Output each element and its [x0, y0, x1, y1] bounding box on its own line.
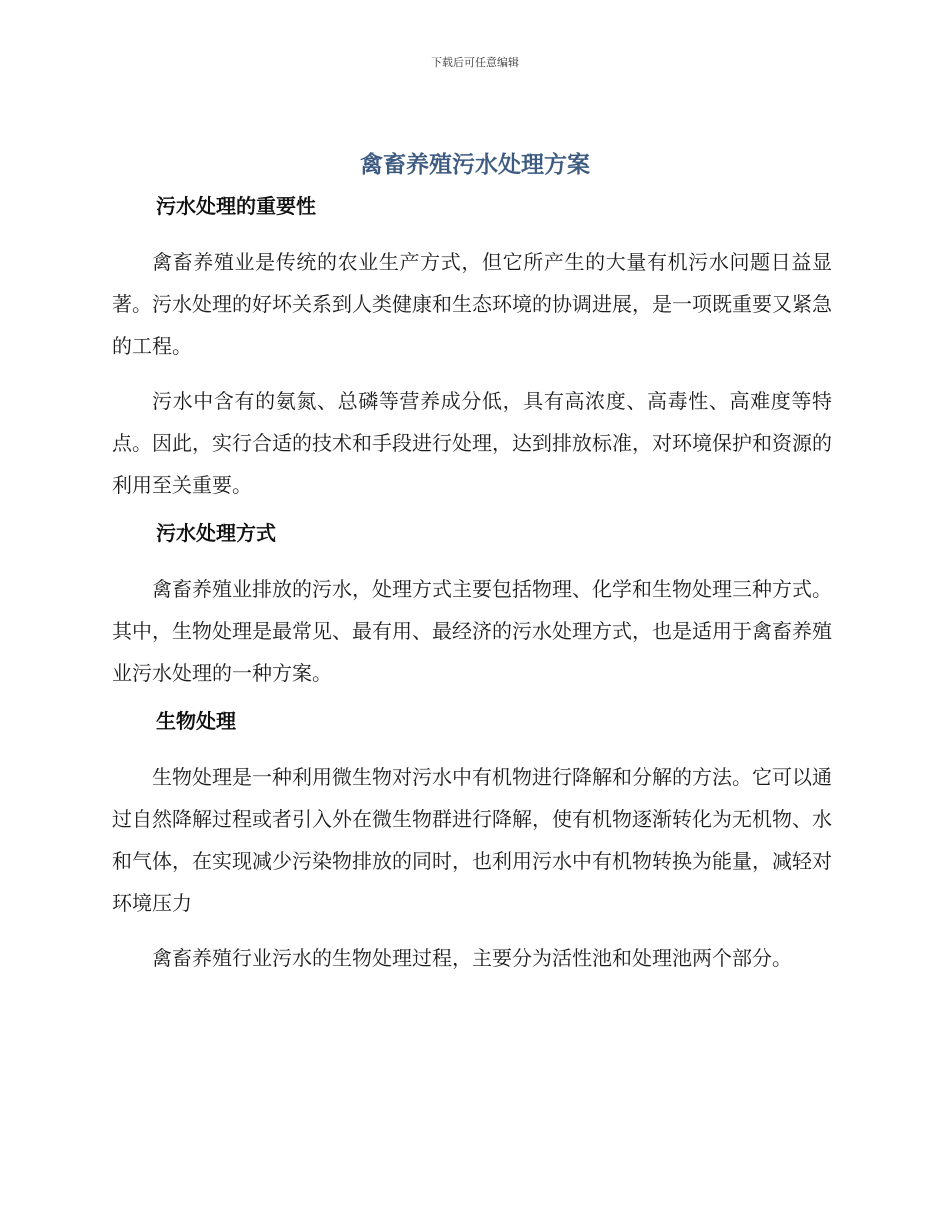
paragraph: 生物处理是一种利用微生物对污水中有机物进行降解和分解的方法。它可以通过自然降解过程或者引入外在微生物群进行降解，使有机物逐渐转化为无机物、水和气体，在实现减少污染物排放的同时，也利用污水中有机物转换为能量，减轻对环境压力: [112, 765, 832, 915]
section-heading-biological: 生物处理: [156, 709, 236, 733]
section-heading-importance: 污水处理的重要性: [156, 194, 316, 218]
header-note: 下载后可任意编辑: [431, 56, 519, 69]
document-body: [112, 192, 832, 979]
paragraph: 禽畜养殖业是传统的农业生产方式，但它所产生的大量有机污水问题日益显著。污水处理的好坏关系到人类健康和生态环境的协调进展，是一项既重要又紧急的工程。: [112, 250, 832, 358]
document-title: 禽畜养殖污水处理方案: [360, 152, 590, 178]
paragraph: 污水中含有的氨氮、总磷等营养成分低，具有高浓度、高毒性、高难度等特点。因此，实行合适的技术和手段进行处理，达到排放标准，对环境保护和资源的利用至关重要。: [112, 389, 832, 497]
paragraph: 禽畜养殖行业污水的生物处理过程，主要分为活性池和处理池两个部分。: [152, 946, 792, 970]
section-heading-methods: 污水处理方式: [156, 521, 276, 545]
paragraph: 禽畜养殖业排放的污水，处理方式主要包括物理、化学和生物处理三种方式。其中，生物处理是最常见、最有用、最经济的污水处理方式，也是适用于禽畜养殖业污水处理的一种方案。: [112, 577, 832, 685]
